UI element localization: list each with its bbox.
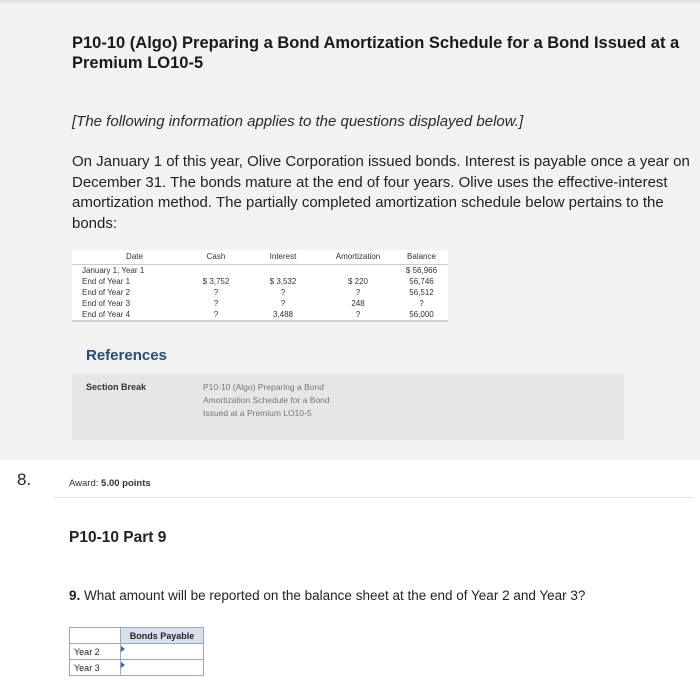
answer-header-row (70, 628, 204, 644)
schedule-header-amortization: Amortization (321, 250, 395, 264)
amortization-schedule (72, 250, 448, 322)
schedule-row (72, 309, 448, 320)
amortization-table (72, 250, 448, 320)
schedule-cell: ? (419, 298, 424, 308)
award-label: Award: (69, 478, 99, 489)
schedule-header-cash: Cash (187, 250, 245, 264)
schedule-header-balance: Balance (395, 250, 448, 264)
answer-row-year-2 (70, 644, 204, 660)
question-sub-number: 9. (69, 588, 81, 603)
schedule-cell (245, 264, 321, 276)
answer-corner-cell (70, 628, 121, 644)
schedule-cell: ? (213, 287, 219, 297)
schedule-cell: ? (355, 287, 361, 297)
references-heading: References (86, 347, 167, 364)
schedule-row (72, 287, 448, 298)
schedule-row (72, 298, 448, 309)
schedule-cell: January 1, Year 1 (82, 265, 145, 275)
divider (54, 497, 694, 498)
answer-cell-year-3 (121, 660, 204, 676)
schedule-cell: ? (280, 287, 286, 297)
answer-row-year-3 (70, 660, 204, 676)
schedule-cell: 56,746 (409, 276, 434, 286)
schedule-cell: 248 (351, 298, 365, 308)
schedule-cell: 56,512 (409, 287, 434, 297)
input-marker-icon (121, 662, 125, 668)
schedule-cell (321, 264, 395, 276)
schedule-cell: End of Year 3 (82, 298, 131, 308)
answer-row-label: Year 3 (70, 660, 121, 676)
schedule-cell (187, 264, 245, 276)
schedule-cell: ? (280, 298, 286, 308)
question-text (69, 588, 585, 603)
schedule-cell: ? (213, 298, 219, 308)
schedule-cell: $ 3,752 (202, 276, 230, 286)
question-number: 8. (17, 470, 32, 489)
input-marker-icon (121, 646, 125, 652)
part-title: P10-10 Part 9 (69, 529, 167, 546)
schedule-cell: 3,488 (272, 309, 294, 319)
references-box (72, 374, 624, 440)
answer-row-label: Year 2 (70, 644, 121, 660)
question-prompt: What amount will be reported on the balance sheet at the end of Year 2 and Year 3? (84, 588, 586, 603)
schedule-cell: ? (213, 309, 219, 319)
answer-cell-year-2 (121, 644, 204, 660)
reference-link[interactable]: P10-10 (Algo) Preparing a Bond Amortization Schedule for a Bond Issued at a Premium LO10-5 (203, 382, 330, 418)
schedule-header-interest: Interest (245, 250, 321, 264)
award-points: 5.00 points (101, 478, 151, 489)
bonds-payable-year-2-input[interactable] (121, 645, 203, 659)
bonds-payable-year-3-input[interactable] (121, 661, 203, 675)
answer-table (69, 627, 204, 676)
schedule-row (72, 276, 448, 287)
bonds-payable-header: Bonds Payable (121, 628, 204, 644)
schedule-header-date: Date (72, 250, 187, 264)
schedule-cell: $ 3,532 (269, 276, 297, 286)
schedule-cell: End of Year 2 (82, 287, 131, 297)
section-break-label: Section Break (86, 382, 147, 392)
schedule-cell: End of Year 1 (82, 276, 131, 286)
schedule-header-row (72, 250, 448, 264)
schedule-cell: End of Year 4 (82, 309, 131, 319)
panel-top-edge (0, 0, 700, 3)
schedule-cell: $ 220 (347, 276, 369, 286)
schedule-cell: ? (355, 309, 361, 319)
problem-intro: [The following information applies to the questions displayed below.] (72, 113, 524, 130)
award-line (69, 478, 151, 489)
schedule-cell: $ 56,966 (405, 265, 438, 275)
problem-paragraph: On January 1 of this year, Olive Corporation issued bonds. Interest is payable once a year on December 31. The bonds mature at the end of four years. Olive uses the effective-interest amortization method. The partially completed amortization schedule below pertains to the bonds: (72, 153, 690, 232)
problem-title: P10-10 (Algo) Preparing a Bond Amortization Schedule for a Bond Issued at a Premium LO10-5 (72, 34, 680, 72)
schedule-cell: 56,000 (409, 309, 434, 319)
schedule-row (72, 264, 448, 276)
